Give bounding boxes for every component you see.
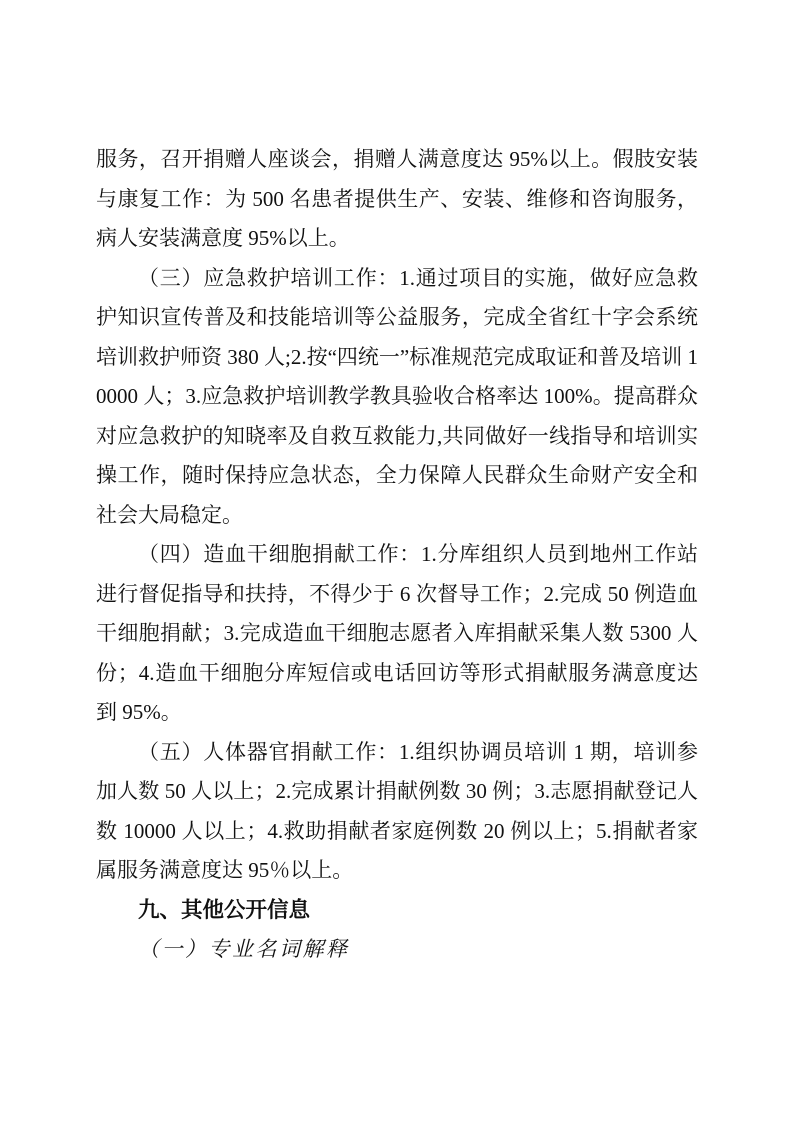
paragraph-donation-service-continued: 服务，召开捐赠人座谈会，捐赠人满意度达 95%以上。假肢安装与康复工作：为 500 名患者提供生产、安装、维修和咨询服务，病人安装满意度 95%以上。 <box>96 147 698 250</box>
paragraph-organ-donation: （五）人体器官捐献工作：1.组织协调员培训 1 期，培训参加人数 50 人以上；2.完成累计捐献例数 30 例；3.志愿捐献登记人数 10000 人以上；4.救助捐献者家庭例数 20 例以上；5.捐献者家属服务满意度达 95％以上。 <box>96 739 698 882</box>
subsection-heading-terminology: （一）专业名词解释 <box>138 937 350 961</box>
paragraph-emergency-rescue-training: （三）应急救护培训工作：1.通过项目的实施，做好应急救护知识宣传普及和技能培训等公益服务，完成全省红十字会系统培训救护师资 380 人;2.按“四统一”标准规范完成取证和普及培训 10000 人；3.应急救护培训教学教具验收合格率达 100%。提高群众对应急救护的知晓率及自救互救能力,共同做好一线指导和培训实操工作，随时保持应急状态，全力保障人民群众生命财产安全和社会大局稳定。 <box>96 265 698 527</box>
paragraph-stem-cell-donation: （四）造血干细胞捐献工作：1.分库组织人员到地州工作站进行督促指导和扶持，不得少于 6 次督导工作；2.完成 50 例造血干细胞捐献；3.完成造血干细胞志愿者入库捐献采集人数 5300 人份；4.造血干细胞分库短信或电话回访等形式捐献服务满意度达到 95%。 <box>96 542 698 724</box>
section-heading-other-public-info: 九、其他公开信息 <box>138 897 311 922</box>
document-content <box>96 140 698 970</box>
